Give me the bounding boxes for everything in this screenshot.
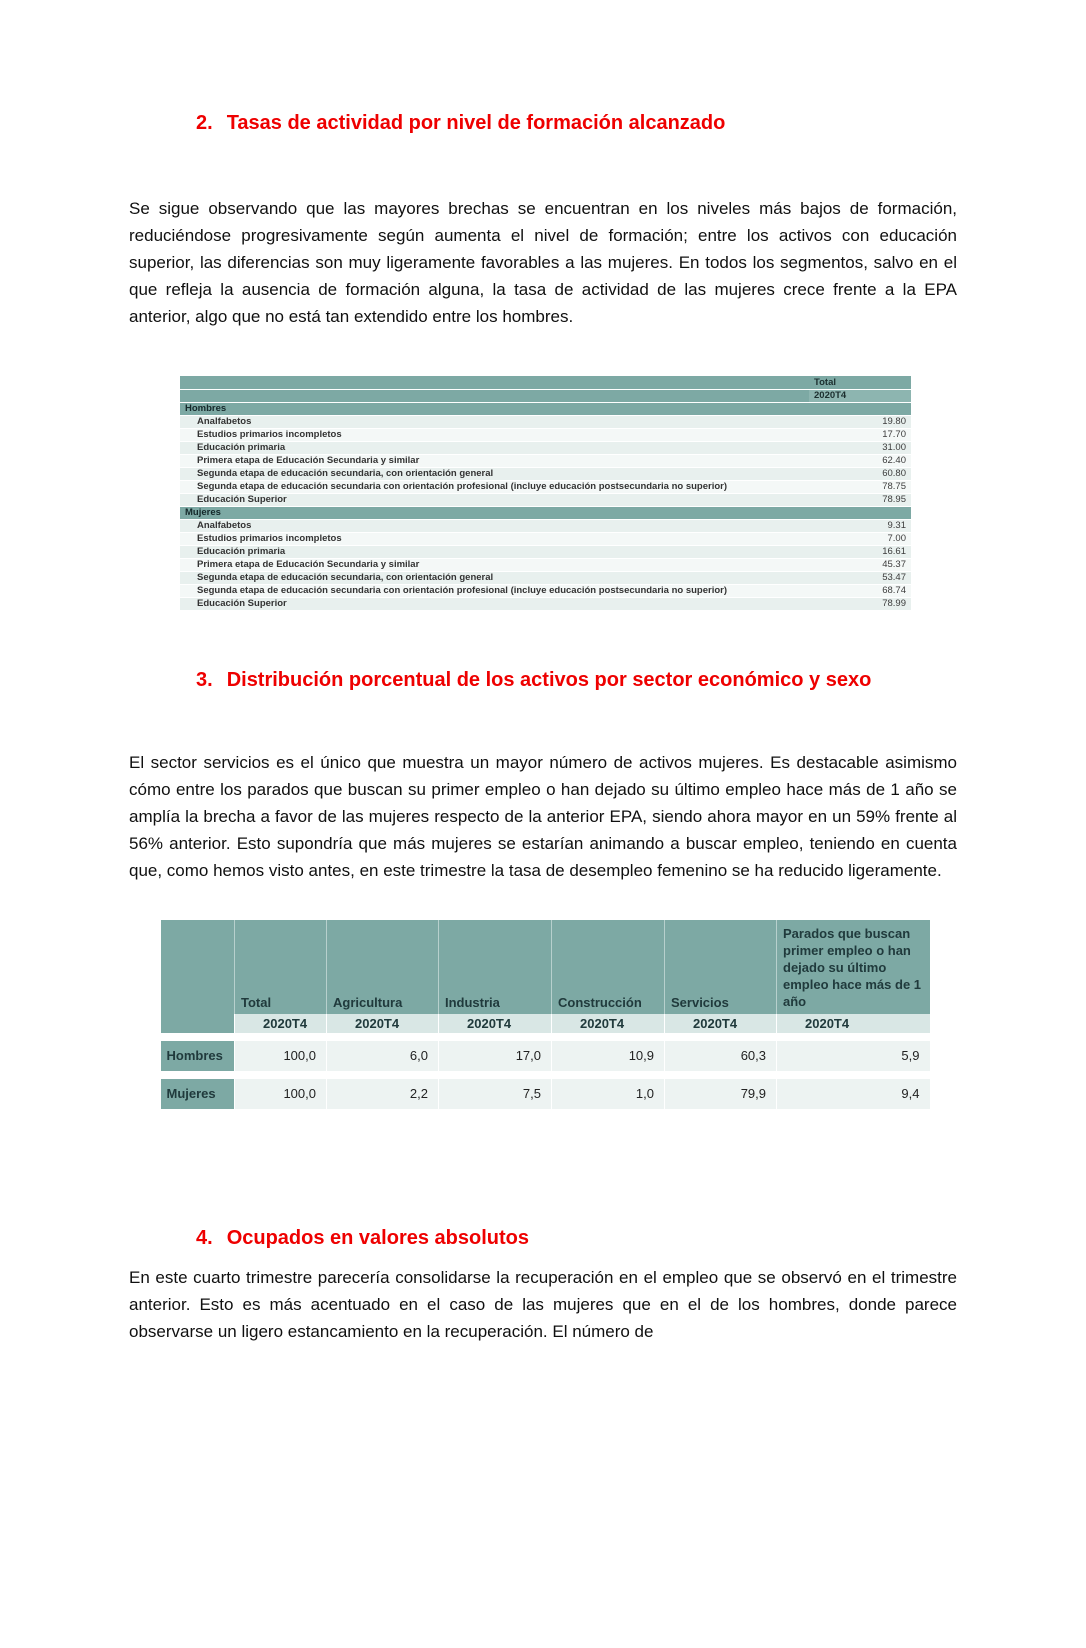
table-row — [180, 428, 911, 441]
section-2-paragraph: Se sigue observando que las mayores brechas se encuentran en los niveles más bajos de formación, reduciéndose progresivamente según aumenta el nivel de formación; entre los activos con educación superior, las diferencias son muy ligeramente favorables a las mujeres. En todos los segmentos, salvo en el que refleja la ausencia de formación alguna, la tasa de actividad de las mujeres crece frente a la EPA anterior, algo que no está tan extendido entre los hombres. — [129, 199, 957, 326]
table-row — [180, 454, 911, 467]
period-cell: 2020T4 — [327, 1014, 439, 1033]
column-header-servicios: Servicios — [665, 920, 777, 1014]
value-cell: 17,0 — [439, 1041, 552, 1071]
value-cell: 7,5 — [439, 1079, 552, 1109]
table-row — [180, 480, 911, 493]
education-level-label: Estudios primarios incompletos — [180, 532, 809, 545]
education-level-label: Segunda etapa de educación secundaria, con orientación general — [180, 467, 809, 480]
rate-value: 9.31 — [809, 519, 911, 532]
row-label-hombres: Hombres — [161, 1041, 235, 1071]
table-row — [180, 571, 911, 584]
section-4-paragraph: En este cuarto trimestre parecería consolidarse la recuperación en el empleo que se observó en el trimestre anterior. Esto es más acentuado en el caso de las mujeres que en el de los hombres, donde parece observarse un ligero estancamiento en la recuperación. El número de — [129, 1267, 957, 1341]
value-cell: 1,0 — [552, 1079, 665, 1109]
education-level-label: Estudios primarios incompletos — [180, 428, 809, 441]
education-level-label: Educación primaria — [180, 441, 809, 454]
period-cell: 2020T4 — [665, 1014, 777, 1033]
value-cell: 5,9 — [777, 1041, 930, 1071]
table1-header-corner-cell — [180, 376, 809, 389]
table2-period-corner-cell — [161, 1014, 235, 1033]
value-cell: 10,9 — [552, 1041, 665, 1071]
value-cell: 60,3 — [665, 1041, 777, 1071]
rate-value: 53.47 — [809, 571, 911, 584]
table-row — [180, 467, 911, 480]
rate-value: 78.99 — [809, 597, 911, 610]
table-row — [180, 415, 911, 428]
value-cell: 9,4 — [777, 1079, 930, 1109]
rate-value: 7.00 — [809, 532, 911, 545]
table-row — [180, 558, 911, 571]
section-3-title: Distribución porcentual de los activos por sector económico y sexo — [226, 668, 872, 691]
value-cell: 2,2 — [327, 1079, 439, 1109]
table1-period-cell: 2020T4 — [809, 389, 911, 402]
table-row — [180, 584, 911, 597]
section-4-title: Ocupados en valores absolutos — [226, 1226, 529, 1249]
table-row — [180, 532, 911, 545]
period-cell: 2020T4 — [552, 1014, 665, 1033]
table1-period-corner-cell — [180, 389, 809, 402]
value-cell: 79,9 — [665, 1079, 777, 1109]
education-level-label: Primera etapa de Educación Secundaria y similar — [180, 454, 809, 467]
table1-period-row — [180, 389, 911, 402]
sector-distribution-table — [160, 920, 930, 1109]
table-row — [180, 597, 911, 610]
section-2-heading — [196, 112, 1086, 135]
section-2-title: Tasas de actividad por nivel de formación alcanzado — [226, 112, 726, 134]
section-4-heading — [196, 1227, 1086, 1250]
table2-period-row — [161, 1014, 930, 1033]
table1-group-header-hombres — [180, 402, 911, 415]
table-row — [180, 441, 911, 454]
group-header-fill — [809, 506, 911, 519]
table1-group-header-mujeres — [180, 506, 911, 519]
education-level-label: Educación Superior — [180, 493, 809, 506]
rate-value: 68.74 — [809, 584, 911, 597]
rate-value: 19.80 — [809, 415, 911, 428]
group-header-fill — [809, 402, 911, 415]
section-4-number: 4. — [196, 1226, 213, 1249]
column-header-agricultura: Agricultura — [327, 920, 439, 1014]
column-header-parados: Parados que buscan primer empleo o han dejado su último empleo hace más de 1 año — [777, 920, 930, 1014]
table-row — [161, 1079, 930, 1109]
period-cell: 2020T4 — [235, 1014, 327, 1033]
spacer-row — [161, 1071, 930, 1079]
group-name: Hombres — [180, 402, 809, 415]
rate-value: 78.95 — [809, 493, 911, 506]
section-2-number: 2. — [196, 112, 213, 134]
activity-rates-table — [180, 376, 911, 611]
table-row — [161, 1041, 930, 1071]
value-cell: 100,0 — [235, 1041, 327, 1071]
row-label-mujeres: Mujeres — [161, 1079, 235, 1109]
period-cell: 2020T4 — [439, 1014, 552, 1033]
spacer-cell — [161, 1033, 930, 1041]
section-3-paragraph: El sector servicios es el único que muestra un mayor número de activos mujeres. Es destacable asimismo cómo entre los parados que buscan su primer empleo o han dejado su último empleo hace más de 1 año se amplía la brecha a favor de las mujeres respecto de la anterior EPA, siendo ahora mayor en un 59% frente al 56% anterior. Esto supondría que más mujeres se estarían animando a buscar empleo, teniendo en cuenta que, como hemos visto antes, en este trimestre la tasa de desempleo femenino se ha reducido ligeramente. — [129, 752, 957, 880]
education-level-label: Segunda etapa de educación secundaria con orientación profesional (incluye educación postsecundaria no superior) — [180, 584, 809, 597]
table1-column-header-total: Total — [809, 376, 911, 389]
rate-value: 16.61 — [809, 545, 911, 558]
column-header-industria: Industria — [439, 920, 552, 1014]
education-level-label: Primera etapa de Educación Secundaria y similar — [180, 558, 809, 571]
rate-value: 62.40 — [809, 454, 911, 467]
section-3-heading — [196, 669, 1086, 692]
section-3-number: 3. — [196, 668, 213, 691]
education-level-label: Educación Superior — [180, 597, 809, 610]
education-level-label: Analfabetos — [180, 415, 809, 428]
table-row — [180, 519, 911, 532]
education-level-label: Segunda etapa de educación secundaria, con orientación general — [180, 571, 809, 584]
column-header-construccion: Construcción — [552, 920, 665, 1014]
table2-header-row — [161, 920, 930, 1014]
education-level-label: Segunda etapa de educación secundaria con orientación profesional (incluye educación postsecundaria no superior) — [180, 480, 809, 493]
value-cell: 100,0 — [235, 1079, 327, 1109]
rate-value: 60.80 — [809, 467, 911, 480]
rate-value: 17.70 — [809, 428, 911, 441]
rate-value: 78.75 — [809, 480, 911, 493]
period-cell: 2020T4 — [777, 1014, 930, 1033]
table1-header-row — [180, 376, 911, 389]
column-header-total: Total — [235, 920, 327, 1014]
education-level-label: Analfabetos — [180, 519, 809, 532]
document-page — [0, 112, 1086, 1345]
table-row — [180, 493, 911, 506]
education-level-label: Educación primaria — [180, 545, 809, 558]
value-cell: 6,0 — [327, 1041, 439, 1071]
table2-header-corner-cell — [161, 920, 235, 1014]
rate-value: 45.37 — [809, 558, 911, 571]
table-row — [180, 545, 911, 558]
rate-value: 31.00 — [809, 441, 911, 454]
spacer-cell — [161, 1071, 930, 1079]
spacer-row — [161, 1033, 930, 1041]
group-name: Mujeres — [180, 506, 809, 519]
